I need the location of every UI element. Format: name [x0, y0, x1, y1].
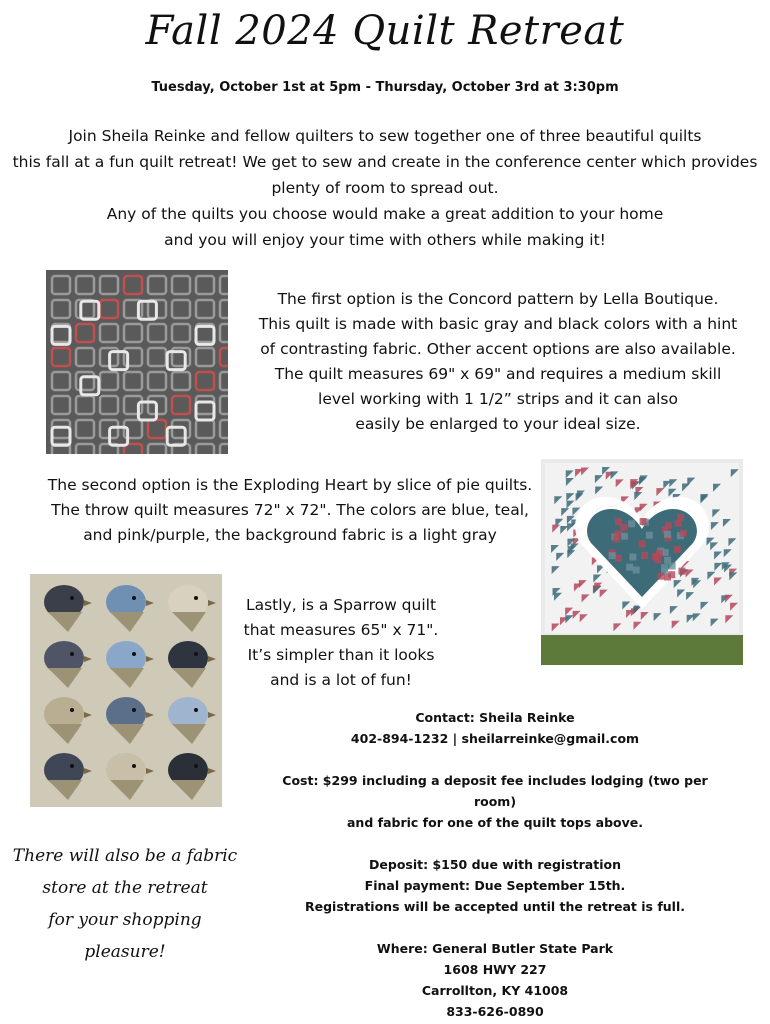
cost-line: Cost: $299 including a deposit fee includes lodging (two per room): [282, 773, 708, 809]
intro-line: plenty of room to spread out.: [271, 179, 499, 197]
option1-description: [248, 287, 748, 437]
exploding-heart-quilt-graphic: [541, 459, 743, 665]
option2-description: [40, 473, 540, 548]
intro-line: and you will enjoy your time with others while making it!: [164, 231, 606, 249]
retreat-details: [265, 707, 725, 1022]
option2-line: The throw quilt measures 72" x 72". The colors are blue, teal,: [51, 501, 529, 519]
option2-line: The second option is the Exploding Heart by slice of pie quilts.: [47, 476, 533, 494]
option3-line: and is a lot of fun!: [270, 671, 412, 689]
option1-line: This quilt is made with basic gray and black colors with a hint: [258, 315, 738, 333]
intro-line: Any of the quilts you choose would make a great addition to your home: [106, 205, 664, 223]
intro-line: this fall at a fun quilt retreat! We get to sew and create in the conference center which provides: [12, 153, 758, 171]
contact-name: Contact: Sheila Reinke: [415, 710, 575, 725]
cost-line: and fabric for one of the quilt tops above.: [347, 815, 643, 830]
option2-line: and pink/purple, the background fabric is a light gray: [83, 526, 497, 544]
exploding-heart-quilt-image: [541, 459, 743, 665]
concord-quilt-image: [46, 270, 228, 454]
sparrow-quilt-graphic: [30, 574, 222, 807]
option3-line: It’s simpler than it looks: [247, 646, 435, 664]
option1-line: The quilt measures 69" x 69" and requires a medium skill: [274, 365, 722, 383]
option1-line: of contrasting fabric. Other accent options are also available.: [260, 340, 736, 358]
page-title: Fall 2024 Quilt Retreat: [145, 8, 625, 54]
option3-description: [236, 593, 446, 693]
location-address: 1608 HWY 227: [443, 962, 547, 977]
option3-line: Lastly, is a Sparrow quilt: [245, 596, 437, 614]
location-phone: 833-626-0890: [446, 1004, 544, 1019]
store-note-line: There will also be a fabric: [12, 846, 238, 866]
registration-line: Registrations will be accepted until the retreat is full.: [304, 899, 685, 914]
store-note-line: for your shopping pleasure!: [48, 910, 202, 962]
location-city: Carrollton, KY 41008: [421, 983, 569, 998]
final-payment-line: Final payment: Due September 15th.: [364, 878, 626, 893]
option1-line: easily be enlarged to your ideal size.: [355, 415, 641, 433]
option3-line: that measures 65" x 71".: [243, 621, 439, 639]
deposit-line: Deposit: $150 due with registration: [369, 857, 621, 872]
concord-quilt-graphic: [46, 270, 228, 454]
sparrow-quilt-image: [30, 574, 222, 807]
store-note-line: store at the retreat: [42, 878, 208, 898]
location-name: Where: General Butler State Park: [376, 941, 614, 956]
option1-line: The first option is the Concord pattern by Lella Boutique.: [277, 290, 719, 308]
intro-line: Join Sheila Reinke and fellow quilters to sew together one of three beautiful quilts: [68, 127, 702, 145]
option1-line: level working with 1 1/2” strips and it can also: [318, 390, 678, 408]
fabric-store-note: [10, 840, 240, 968]
event-dates: Tuesday, October 1st at 5pm - Thursday, October 3rd at 3:30pm: [151, 80, 619, 95]
contact-phone-email: 402-894-1232 | sheilarreinke@gmail.com: [350, 731, 640, 746]
intro-text: [12, 123, 758, 253]
